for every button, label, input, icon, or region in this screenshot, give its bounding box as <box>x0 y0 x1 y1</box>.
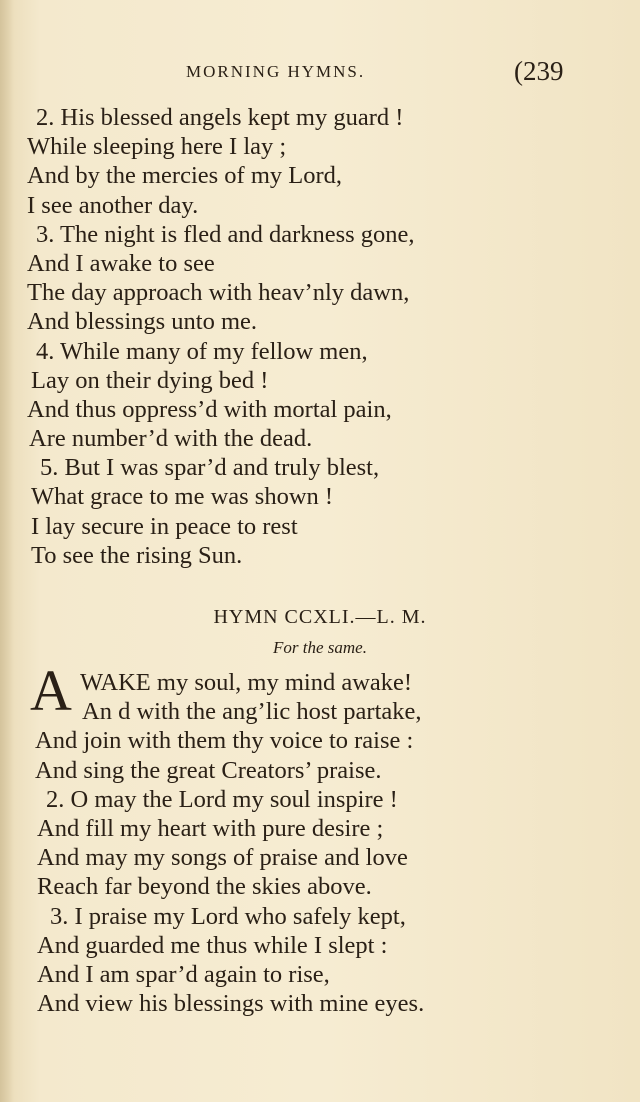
verse-line: And may my songs of praise and love <box>37 844 408 872</box>
verse-line: What grace to me was shown ! <box>31 483 334 511</box>
verse-line: And sing the great Creators’ praise. <box>35 756 382 784</box>
verse-line: 3. The night is fled and darkness gone, <box>36 220 415 248</box>
verse-line: While sleeping here I lay ; <box>27 133 287 161</box>
verse-line: Reach far beyond the skies above. <box>37 873 372 901</box>
verse-line: 3. I praise my Lord who safely kept, <box>50 902 406 930</box>
running-head <box>0 56 640 88</box>
running-title: MORNING HYMNS. <box>186 62 366 81</box>
verse-line: And fill my heart with pure desire ; <box>37 814 384 842</box>
verse-line: The day approach with heav’nly dawn, <box>27 279 410 307</box>
hymn-subtitle: For the same. <box>273 638 367 657</box>
verse-line: I lay secure in peace to rest <box>31 512 298 540</box>
verse-line: 4. While many of my fellow men, <box>36 337 368 365</box>
verse-line: Are number’d with the dead. <box>29 425 313 453</box>
verse-line: And guarded me thus while I slept : <box>37 931 388 959</box>
verse-line: And by the mercies of my Lord, <box>27 162 343 190</box>
verse-line: 5. But I was spar’d and truly blest, <box>40 454 380 482</box>
first-line: WAKE my soul, my mind awake! <box>80 669 413 696</box>
hymn-verses <box>0 668 640 1018</box>
continued-hymn-verses <box>0 103 640 570</box>
verse-line: To see the rising Sun. <box>31 541 243 569</box>
verse-line: And I am spar’d again to rise, <box>37 960 330 988</box>
verse-line: An d with the ang’lic host partake, <box>82 698 422 726</box>
verse-line: Lay on their dying bed ! <box>31 366 269 394</box>
verse-line: And thus oppress’d with mortal pain, <box>27 395 392 423</box>
verse-line: And view his blessings with mine eyes. <box>37 990 425 1018</box>
verse-line: And blessings unto me. <box>27 308 258 336</box>
verse-line: 2. His blessed angels kept my guard ! <box>36 104 404 131</box>
verse-line: I see another day. <box>27 191 199 219</box>
verse-line: And I awake to see <box>27 249 215 277</box>
verse-line: And join with them thy voice to raise : <box>35 727 414 755</box>
hymn-title: HYMN CCXLI.—L. M. <box>213 606 427 628</box>
verse-line: 2. O may the Lord my soul inspire ! <box>46 785 398 813</box>
page-number: (239 <box>514 56 564 86</box>
drop-cap: A <box>30 658 72 723</box>
